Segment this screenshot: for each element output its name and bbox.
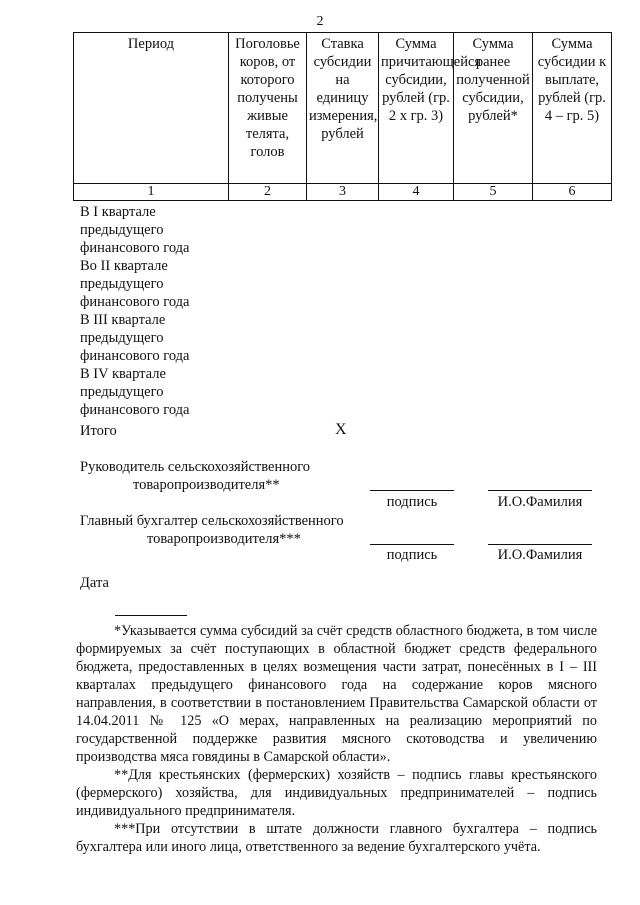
footnote-3: ***При отсутствии в штате должности главного бухгалтера – подпись бухгалтера или иного лица, ответственного за ведение бухгалтерского учёта. [76, 821, 597, 855]
header-cow-count: Поголовье коров, от которого получены живые телята, голов [229, 33, 307, 184]
footnote-2: **Для крестьянских (фермерских) хозяйств – подпись главы крестьянского (фермерского) хозяйства, для индивидуальных предпринимателей – подпись индивидуального предпринимателя. [76, 767, 597, 819]
table-header-row [74, 33, 612, 184]
footnote-separator [115, 615, 187, 616]
date-label: Дата [80, 575, 109, 591]
accountant-name-caption: И.О.Фамилия [497, 547, 583, 563]
column-number: 5 [454, 184, 533, 201]
row-label-q4: В IV квартале предыдущего финансового года [80, 366, 190, 418]
page-number: 2 [316, 14, 324, 29]
column-number: 4 [379, 184, 454, 201]
row-label-q1: В I квартале предыдущего финансового года [80, 204, 190, 256]
accountant-sign-caption: подпись [386, 547, 438, 563]
column-number-row [74, 184, 612, 201]
total-label: Итого [80, 423, 117, 439]
head-role-line2: товаропроизводителя** [133, 477, 280, 493]
row-label-q3: В III квартале предыдущего финансового года [80, 312, 190, 364]
column-number: 6 [533, 184, 612, 201]
header-subsidy-payable: Сумма субсидии к выплате, рублей (гр. 4 – гр. 5) [533, 33, 612, 184]
head-signature-line [370, 490, 454, 491]
header-subsidy-received: Сумма ранее полученной субсидии, рублей* [454, 33, 533, 184]
subsidy-table [73, 32, 612, 201]
accountant-role-line2: товаропроизводителя*** [147, 531, 301, 547]
header-subsidy-rate: Ставка субсидии на единицу измерения, рублей [307, 33, 379, 184]
accountant-signature-line [370, 544, 454, 545]
head-name-caption: И.О.Фамилия [497, 494, 583, 510]
column-number: 3 [307, 184, 379, 201]
column-number: 2 [229, 184, 307, 201]
header-subsidy-due: Сумма причитающейся субсидии, рублей (гр. 2 х гр. 3) [379, 33, 454, 184]
row-label-q2: Во II квартале предыдущего финансового года [80, 258, 190, 310]
accountant-role-line1: Главный бухгалтер сельскохозяйственного [80, 513, 344, 529]
column-number: 1 [74, 184, 229, 201]
footnote-1: *Указывается сумма субсидий за счёт средств областного бюджета, в том числе формируемых за счёт поступающих в областной бюджет средств федерального бюджета, предоставленных в целях возмещения части затрат, понесённых в I – III кварталах предыдущего финансового года на содержание коров мясного направления, в соответствии в постановлением Правительства Самарской области от 14.04.2011 № 125 «О мерах, направленных на реализацию мероприятий по государственной поддержке развития мясного скотоводства и увеличению производства мяса говядины в Самарской области». [76, 623, 597, 765]
head-sign-caption: подпись [386, 494, 438, 510]
accountant-name-line [488, 544, 592, 545]
header-period: Период [74, 33, 229, 184]
head-name-line [488, 490, 592, 491]
total-mark: Х [335, 421, 347, 438]
head-role-line1: Руководитель сельскохозяйственного [80, 459, 311, 475]
